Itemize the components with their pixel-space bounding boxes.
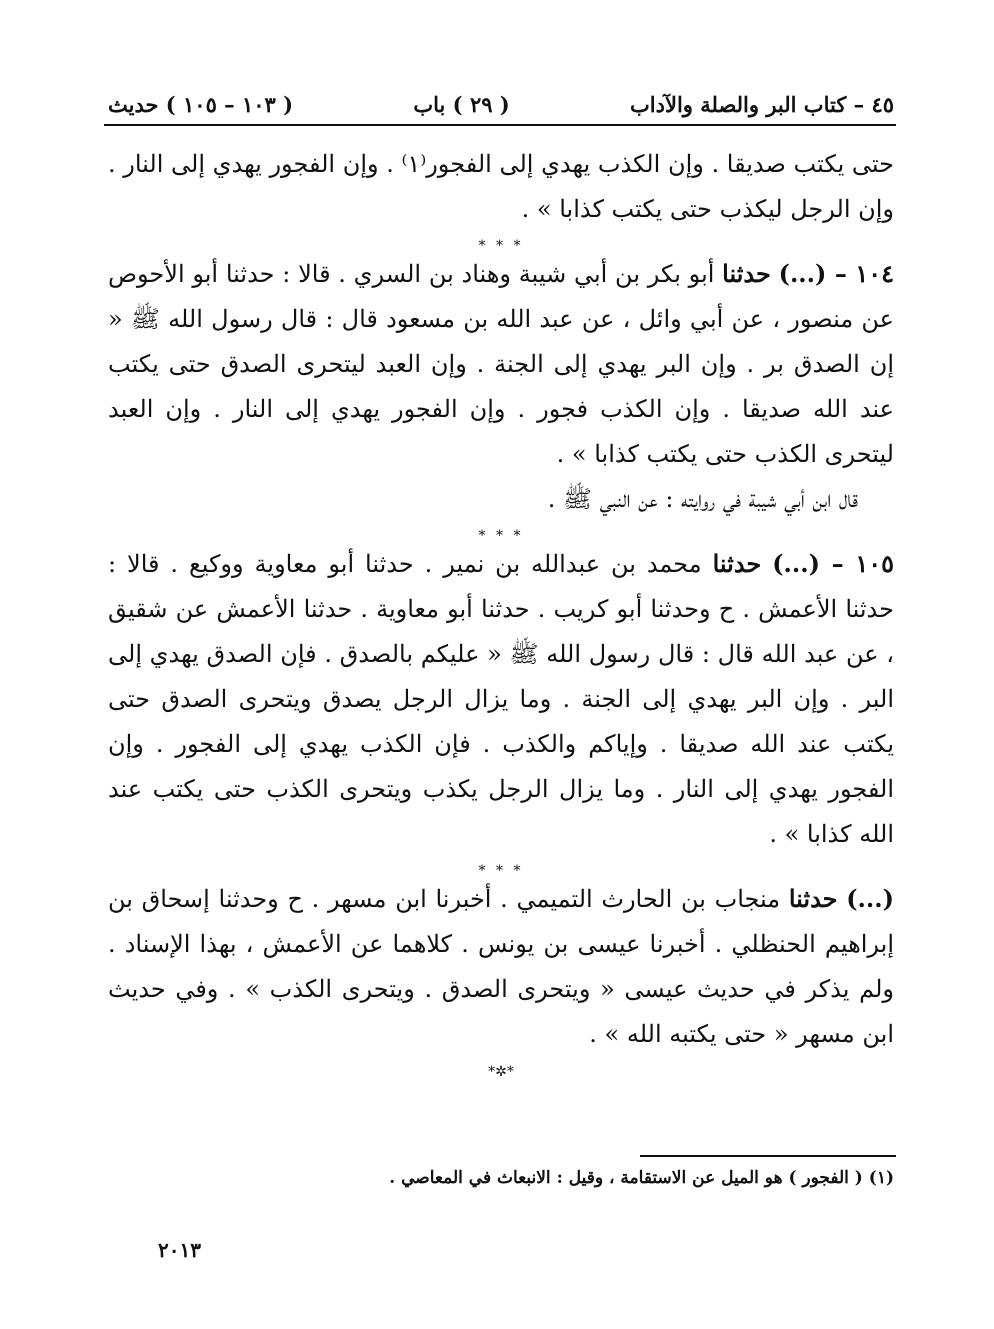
header-hadith-range: ( ١٠٣ – ١٠٥ ) حديث xyxy=(108,91,294,117)
hadith-104-text: أبو بكر بن أبي شيبة وهناد بن السري . قالا : حدثنا أبو الأحوص عن منصور ، عن أبي وائل ، عن عبد الله بن مسعود قال : قال رسول الله ﷺ « إن الصدق بر . وإن البر يهدي إلى الجنة . وإن العبد ليتحرى الصدق حتى يكتب عند الله صديقا . وإن الكذب فجور . وإن الفجور يهدي إلى النار . وإن العبد ليتحرى الكذب حتى يكتب كذابا » . xyxy=(108,260,894,468)
hadith-105b-number: (...) xyxy=(846,884,894,913)
running-header xyxy=(108,86,894,122)
hadith-105-number: ١٠٥ – (...) xyxy=(772,549,894,578)
hadith-105 xyxy=(108,541,894,857)
page-number: ٢٠١٣ xyxy=(158,1238,201,1262)
hadith-104-number: ١٠٤ – (...) xyxy=(778,259,894,288)
footnote-rule xyxy=(640,1155,896,1157)
footnote: (١) ( الفجور ) هو الميل عن الاستقامة ، وقيل : الانبعاث في المعاصي . xyxy=(389,1168,894,1188)
header-rule xyxy=(104,124,896,126)
section-separator: * * * xyxy=(478,238,524,254)
hadith-105b-text: منجاب بن الحارث التميمي . أخبرنا ابن مسهر . ح وحدثنا إسحاق بن إبراهيم الحنظلي . أخبرنا عيسى بن يونس . كلاهما عن الأعمش ، بهذا الإسناد . ولم يذكر في حديث عيسى « ويتحرى الصدق . ويتحرى الكذب » . وفي حديث ابن مسهر « حتى يكتبه الله » . xyxy=(108,885,894,1048)
end-ornament: *✲* xyxy=(488,1064,514,1080)
section-separator: * * * xyxy=(478,528,524,544)
main-text xyxy=(108,142,894,1081)
hadith-105b-haddathana: حدثنا xyxy=(788,884,838,913)
header-chapter: ( ٢٩ ) باب xyxy=(413,91,510,117)
header-book-title: ٤٥ – كتاب البر والصلة والآداب xyxy=(630,91,894,117)
hadith-104-haddathana: حدثنا xyxy=(722,259,771,288)
hadith-104-note: قال ابن أبي شيبة في روايته : عن النبي ﷺ . xyxy=(547,485,858,513)
hadith-105-variant xyxy=(108,876,894,1057)
hadith-105-haddathana: حدثنا xyxy=(712,549,762,578)
hadith-105-text: محمد بن عبدالله بن نمير . حدثنا أبو معاوية ووكيع . قالا : حدثنا الأعمش . ح وحدثنا أبو كريب . حدثنا أبو معاوية . حدثنا الأعمش عن شقيق ، عن عبد الله قال : قال رسول الله ﷺ « عليكم بالصدق . فإن الصدق يهدي إلى البر . وإن البر يهدي إلى الجنة . وما يزال الرجل يصدق ويتحرى الصدق حتى يكتب عند الله صديقا . وإياكم والكذب . فإن الكذب يهدي إلى الفجور . وإن الفجور يهدي إلى النار . وما يزال الرجل يكذب ويتحرى الكذب حتى يكتب عند الله كذابا » . xyxy=(108,550,895,848)
hadith-104 xyxy=(108,251,894,477)
section-separator: * * * xyxy=(478,863,524,879)
continuation-paragraph: حتى يكتب صديقا . وإن الكذب يهدي إلى الفجور⁽١⁾ . وإن الفجور يهدي إلى النار . وإن الرجل ليكذب حتى يكتب كذابا » . xyxy=(108,150,894,223)
